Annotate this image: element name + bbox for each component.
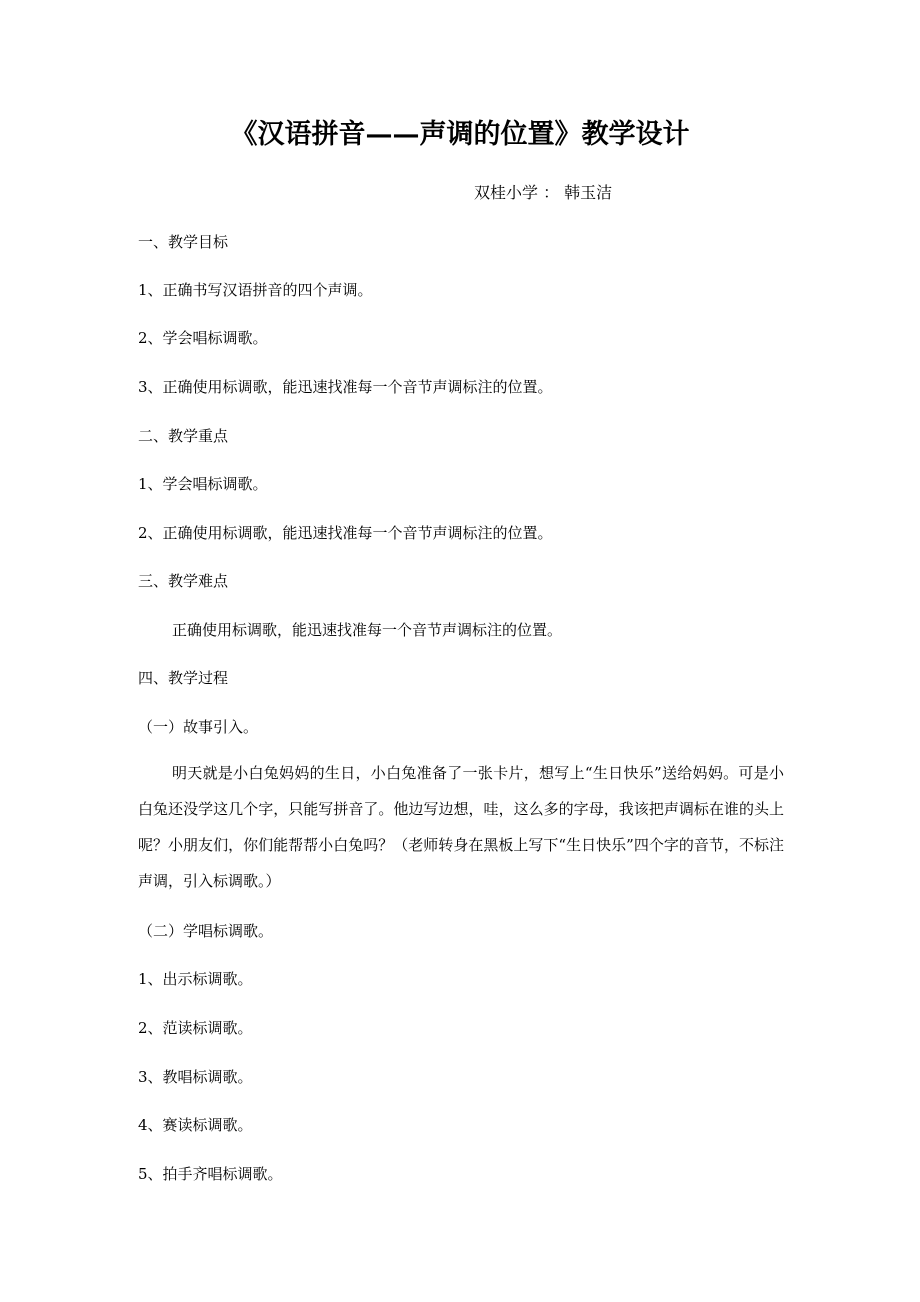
step2-item-1: 1、出示标调歌。 xyxy=(138,970,253,988)
story-paragraph: 明天就是小白兔妈妈的生日，小白兔准备了一张卡片，想写上“生日快乐”送给妈妈。可是小白兔还没学这几个字，只能写拼音了。他边写边想，哇，这么多的字母，我该把声调标在谁的头上呢？小朋友们，你们能帮帮小白兔吗？（老师转身在黑板上写下“生日快乐”四个字的音节，不标注声调，引入标调歌。） xyxy=(138,764,784,890)
step1-heading: （一）故事引入。 xyxy=(138,718,259,736)
document-title: 《汉语拼音——声调的位置》教学设计 xyxy=(230,119,690,150)
difficulty-text: 正确使用标调歌，能迅速找准每一个音节声调标注的位置。 xyxy=(172,621,563,639)
focus-item-2: 2、正确使用标调歌，能迅速找准每一个音节声调标注的位置。 xyxy=(138,524,553,542)
step2-item-3: 3、教唱标调歌。 xyxy=(138,1068,253,1086)
section-heading-process: 四、教学过程 xyxy=(138,669,229,687)
section-heading-focus: 二、教学重点 xyxy=(138,427,229,445)
goal-item-2: 2、学会唱标调歌。 xyxy=(138,329,268,347)
step2-heading: （二）学唱标调歌。 xyxy=(138,922,274,940)
section-heading-goals: 一、教学目标 xyxy=(138,233,229,251)
step2-item-2: 2、范读标调歌。 xyxy=(138,1019,253,1037)
step2-item-5: 5、拍手齐唱标调歌。 xyxy=(138,1165,283,1183)
step2-item-4: 4、赛读标调歌。 xyxy=(138,1116,253,1134)
focus-item-1: 1、学会唱标调歌。 xyxy=(138,475,268,493)
section-heading-difficulty: 三、教学难点 xyxy=(138,572,229,590)
author-line: 双桂小学 ： 韩玉洁 xyxy=(474,183,613,202)
goal-item-1: 1、正确书写汉语拼音的四个声调。 xyxy=(138,281,373,299)
goal-item-3: 3、正确使用标调歌，能迅速找准每一个音节声调标注的位置。 xyxy=(138,378,553,396)
